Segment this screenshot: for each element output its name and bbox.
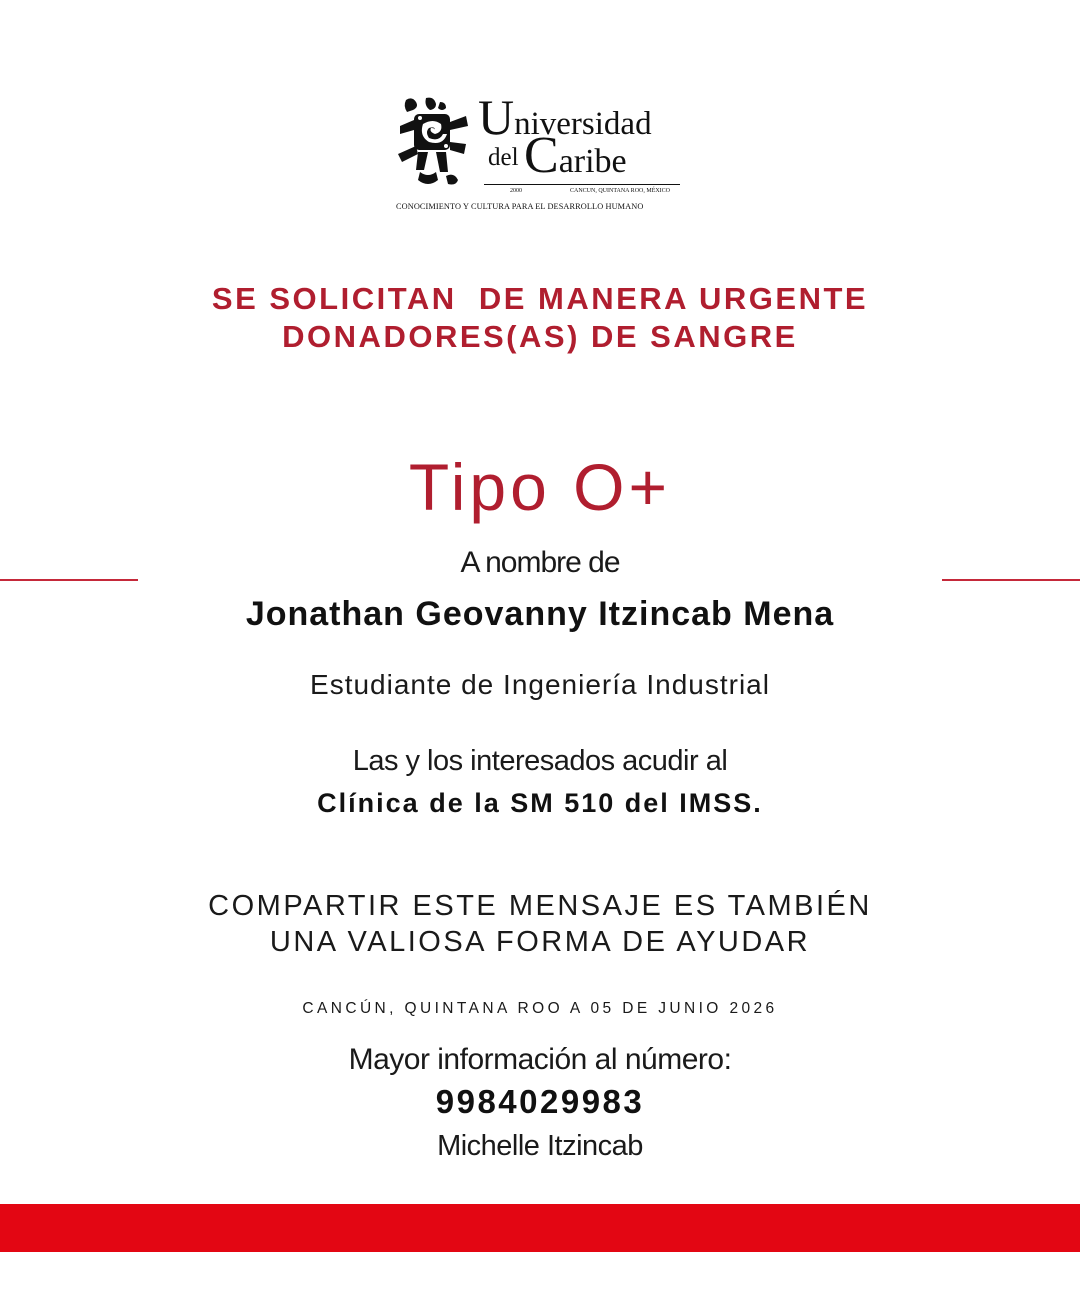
logo-motto: CONOCIMIENTO Y CULTURA PARA EL DESARROLLO HUMANO [396,202,644,211]
recipient-role: Estudiante de Ingeniería Industrial [310,669,770,700]
logo-del-text: del [488,144,519,171]
share-message [0,888,1080,960]
logo-caribe-text: Caribe [524,127,627,184]
logo-location: CANCUN, QUINTANA ROO, MÉXICO [570,188,671,194]
recipient-intro: A nombre de [460,546,620,579]
share-line2: UNA VALIOSA FORMA DE AYUDAR [269,926,811,958]
university-logo [392,89,692,217]
location-call-line2: Clínica de la SM 510 del IMSS. [317,788,763,818]
contact-phone: 9984029983 [435,1083,645,1120]
headline-line1: SE SOLICITAN DE MANERA URGENTE [211,281,869,316]
headline-line2: DONADORES(AS) DE SANGRE [282,319,798,354]
contact-name: Michelle Itzincab [437,1130,643,1162]
contact-label: Mayor información al número: [348,1043,732,1076]
recipient-name: Jonathan Geovanny Itzincab Mena [245,595,835,633]
logo-universidad-text: Universidad [478,89,652,145]
logo-wordmark-line2 [524,127,627,184]
mayan-glyph-icon [396,96,470,188]
urgent-headline [0,280,1080,356]
share-line1: COMPARTIR ESTE MENSAJE ES TAMBIÉN [208,890,872,922]
blood-type-title: Tipo O+ [408,450,672,524]
logo-year: 2000 [510,188,522,194]
location-call-line1: Las y los interesados acudir al [352,745,728,777]
date-line: CANCÚN, QUINTANA ROO A 05 DE JUNIO 2026 [302,1000,778,1017]
logo-divider [484,184,680,185]
footer-red-band [0,1204,1080,1252]
